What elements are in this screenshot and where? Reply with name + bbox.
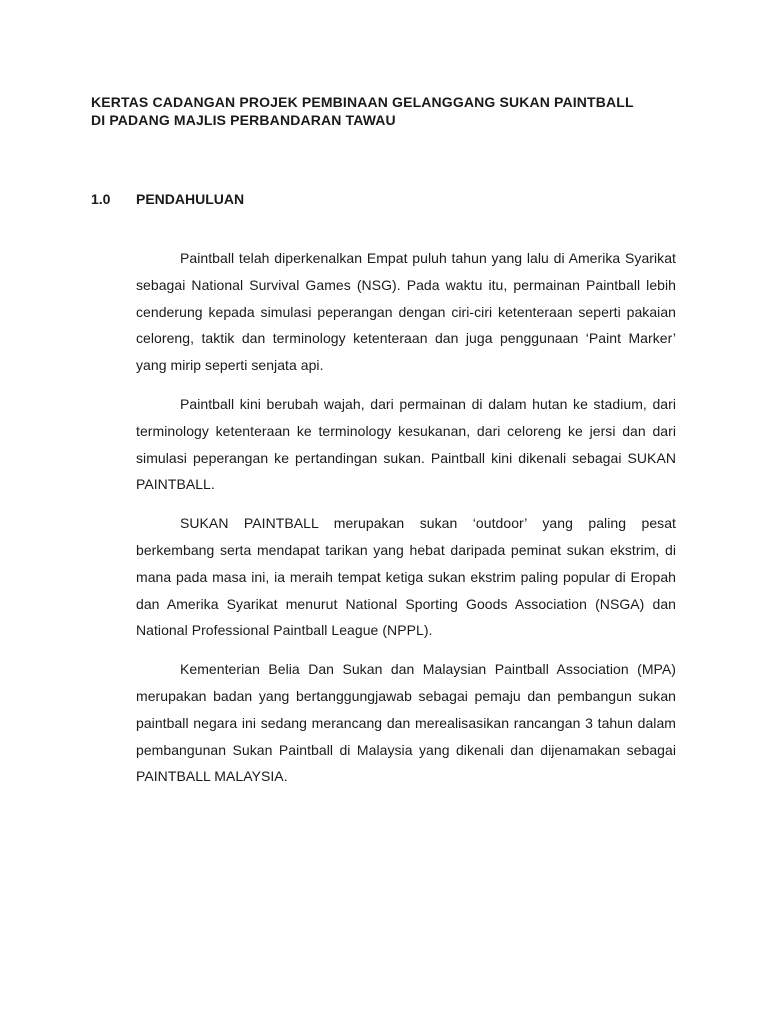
paragraph-2: Paintball kini berubah wajah, dari permainan di dalam hutan ke stadium, dari terminology ketenteraan ke terminology kesukanan, dari celoreng ke jersi dan dari simulasi peperangan ke pertandingan sukan. Paintball kini dikenali sebagai SUKAN PAINTBALL. <box>136 395 676 493</box>
document-title-line-1: KERTAS CADANGAN PROJEK PEMBINAAN GELANGGANG SUKAN PAINTBALL <box>91 94 634 110</box>
section-body <box>136 245 676 802</box>
document-title-line-2: DI PADANG MAJLIS PERBANDARAN TAWAU <box>91 112 396 128</box>
paragraph-3: SUKAN PAINTBALL merupakan sukan ‘outdoor’ yang paling pesat berkembang serta mendapat tarikan yang hebat daripada peminat sukan ekstrim, di mana pada masa ini, ia meraih tempat ketiga sukan ekstrim paling popular di Eropah dan Amerika Syarikat menurut National Sporting Goods Association (NSGA) dan National Professional Paintball League (NPPL). <box>136 515 676 639</box>
section-heading <box>91 190 244 208</box>
paragraph-1: Paintball telah diperkenalkan Empat puluh tahun yang lalu di Amerika Syarikat sebagai National Survival Games (NSG). Pada waktu itu, permainan Paintball lebih cenderung kepada simulasi peperangan dengan ciri-ciri ketenteraan seperti pakaian celoreng, taktik dan terminology ketenteraan dan juga penggunaan ‘Paint Marker’ yang mirip seperti senjata api. <box>136 250 676 374</box>
section-number: 1.0 <box>91 191 111 207</box>
document-title <box>91 93 681 129</box>
section-title: PENDAHULUAN <box>136 191 245 207</box>
paragraph-4: Kementerian Belia Dan Sukan dan Malaysian Paintball Association (MPA) merupakan badan yang bertanggungjawab sebagai pemaju dan pembangun sukan paintball negara ini sedang merancang dan merealisasikan rancangan 3 tahun dalam pembangunan Sukan Paintball di Malaysia yang dikenali dan dijenamakan sebagai PAINTBALL MALAYSIA. <box>136 661 676 785</box>
